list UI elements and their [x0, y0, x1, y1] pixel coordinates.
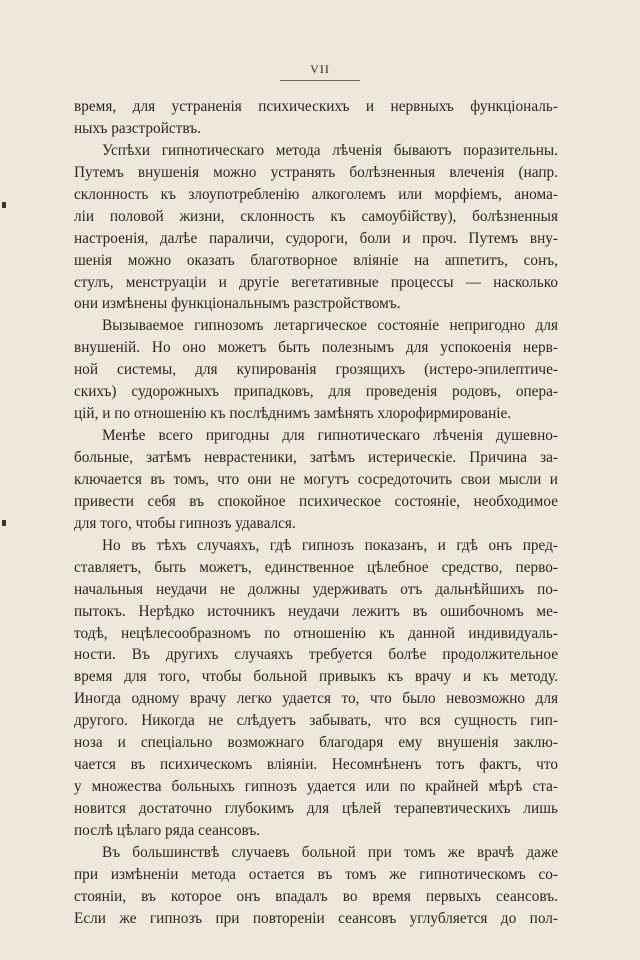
- text-line: стояніи, въ которое онъ впадалъ во время первыхъ сеансовъ.: [74, 887, 558, 905]
- text-line: ключается въ томъ, что они не могутъ сосредоточить свои мысли и: [74, 470, 558, 488]
- text-line: ности. Въ другихъ случаяхъ требуется болѣе продолжительное: [74, 646, 558, 664]
- text-line: шенія можно оказать благотворное вліяніе на аппетитъ, сонъ,: [74, 251, 558, 269]
- margin-mark: [2, 202, 6, 208]
- text-line: Успѣхи гипнотическаго метода лѣченія бываютъ поразительны.: [102, 141, 558, 159]
- text-line: ставляетъ, быть можетъ, единственное цѣлебное средство, перво-: [74, 558, 558, 576]
- text-line: они измѣнены функціональнымъ разстройствомъ.: [74, 295, 401, 313]
- text-line: Если же гипнозъ при повтореніи сеансовъ углубляется до пол-: [74, 909, 558, 927]
- text-line: время для того, чтобы больной привыкъ къ врачу и къ методу.: [74, 668, 558, 686]
- text-line: у множества больныхъ гипнозъ удается или по крайней мѣрѣ ста-: [74, 778, 558, 796]
- text-line: чается въ психическомъ вліяніи. Несомнѣненъ тотъ фактъ, что: [74, 756, 558, 774]
- text-line: послѣ цѣлаго ряда сеансовъ.: [74, 821, 261, 839]
- text-line: Но въ тѣхъ случаяхъ, гдѣ гипнозъ показанъ, и гдѣ онъ пред-: [102, 536, 558, 554]
- text-line: Путемъ внушенія можно устранять болѣзненныя влеченія (напр.: [74, 163, 558, 181]
- text-line: Вызываемое гипнозомъ летаргическое состояніе непригодно для: [102, 317, 558, 335]
- text-line: пытокъ. Нерѣдко источникъ неудачи лежитъ въ ошибочномъ ме-: [74, 602, 558, 620]
- text-line: для того, чтобы гипнозъ удавался.: [74, 514, 296, 532]
- text-line: Въ большинствѣ случаевъ больной при томъ же врачѣ даже: [102, 843, 558, 861]
- text-line: настроенія, далѣе параличи, судороги, боли и проч. Путемъ вну-: [74, 229, 558, 247]
- text-line: цій, и по отношенію къ послѣднимъ замѣнять хлорофирмированіе.: [74, 405, 512, 423]
- text-line: при измѣненіи метода остается въ томъ же гипнотическомъ со-: [74, 865, 558, 883]
- header-rule: [280, 80, 360, 81]
- text-line: время, для устраненія психическихъ и нервныхъ функціональ-: [74, 98, 558, 115]
- text-line: Иногда одному врачу легко удается то, что было невозможно для: [74, 690, 558, 708]
- body-text: [74, 96, 558, 930]
- margin-mark: [2, 520, 6, 526]
- text-line: новится достаточно глубокимъ для цѣлей терапевтическихъ лишь: [74, 800, 558, 817]
- text-line: другого. Никогда не слѣдуетъ забывать, что вся сущность гип-: [74, 712, 558, 730]
- text-line: начальныя неудачи не должны удерживать отъ дальнѣйшихъ по-: [74, 580, 558, 598]
- text-line: внушеній. Но оно можетъ быть полезнымъ для успокоенія нерв-: [74, 339, 558, 357]
- text-line: стулъ, менструаціи и другіе вегетативные процессы — насколько: [74, 273, 558, 291]
- text-line: больные, затѣмъ неврастеники, затѣмъ истерическіе. Причина за-: [74, 449, 558, 466]
- text-line: ноза и спеціально возможнаго благодаря ему внушенія заклю-: [74, 734, 558, 752]
- text-line: Менѣе всего пригодны для гипнотическаго лѣченія душевно-: [102, 427, 558, 445]
- page-number: VII: [310, 62, 330, 76]
- text-line: привести себя въ спокойное психическое состояніе, необходимое: [74, 492, 558, 510]
- text-line: скихъ) судорожныхъ припадковъ, для проведенія родовъ, опера-: [74, 383, 558, 401]
- text-line: ной системы, для купированія грозящихъ (истеро-эпилептиче-: [74, 361, 558, 379]
- text-line: склонность къ злоупотребленію алкоголемъ или морфіемъ, анома-: [74, 185, 558, 203]
- text-line: тодѣ, нецѣлесообразномъ по отношенію къ данной индивидуаль-: [74, 624, 558, 642]
- text-line: ліи половой жизни, склонность къ самоубійству), болѣзненныя: [74, 207, 558, 225]
- text-line: ныхъ разстройствъ.: [74, 119, 201, 137]
